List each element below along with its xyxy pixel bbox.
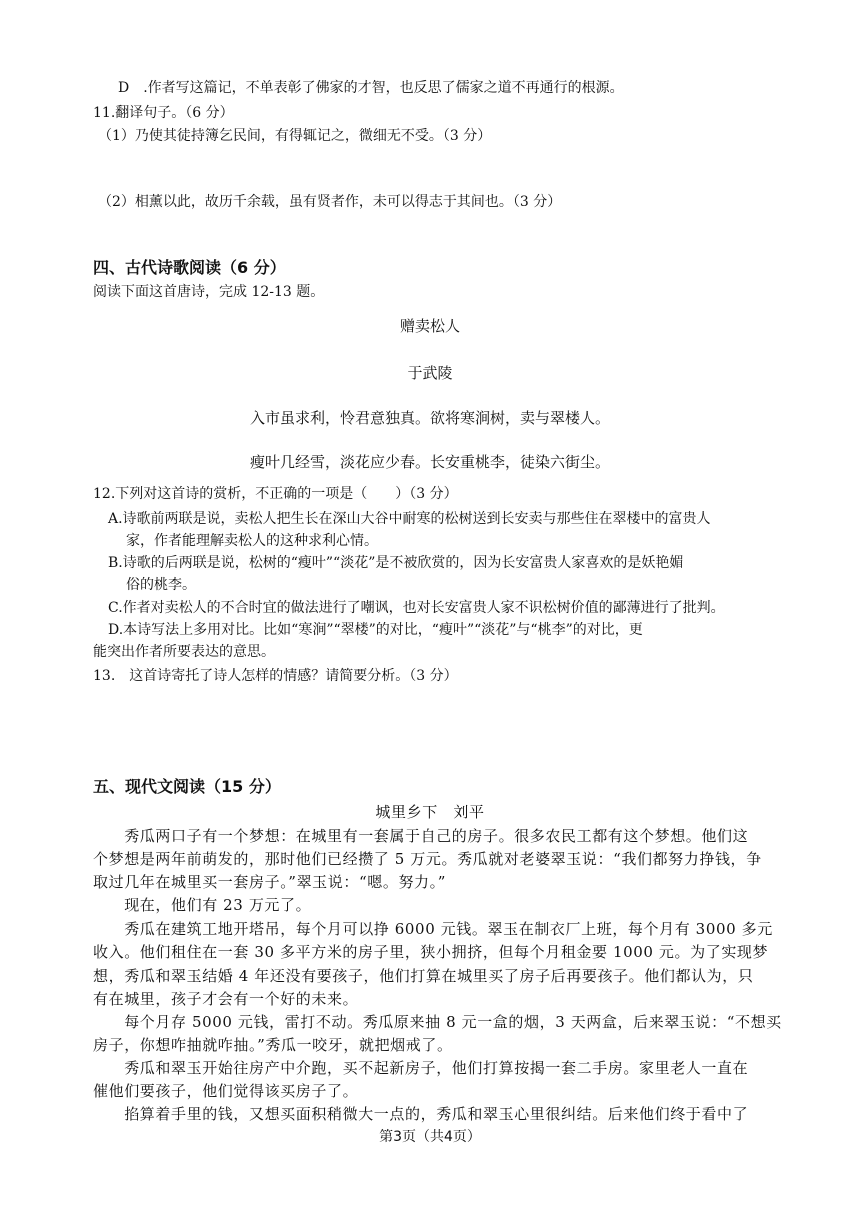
- story-paragraph-line: 想，秀瓜和翠玉结婚 4 年还没有要孩子，他们打算在城里买了房子后再要孩子。他们都认为，只: [93, 967, 754, 985]
- q12-option-d-line-2: 能突出作者所要表达的意思。: [93, 644, 275, 660]
- story-paragraph-line: 掐算着手里的钱，又想买面积稍微大一点的，秀瓜和翠玉心里很纠结。后来他们终于看中了: [93, 1105, 749, 1123]
- q12-option-a-line-1: A.诗歌前两联是说，卖松人把生长在深山大谷中耐寒的松树送到长安卖与那些住在翠楼中的富贵人: [108, 511, 711, 527]
- q10-option-d: D .作者写这篇记，不单表彰了佛家的才智，也反思了儒家之道不再通行的根源。: [118, 80, 624, 96]
- section-4-intro: 阅读下面这首唐诗，完成 12-13 题。: [93, 284, 325, 300]
- story-paragraph-line: 房子，你想咋抽就咋抽。”秀瓜一咬牙，就把烟戒了。: [93, 1036, 453, 1054]
- page-number: 第3页（共4页）: [379, 1129, 481, 1145]
- poem-author: 于武陵: [407, 364, 453, 382]
- poem-line-1: 入市虽求利，怜君意独真。欲将寒涧树，卖与翠楼人。: [249, 409, 610, 427]
- story-paragraph-line: 催他们要孩子，他们觉得该买房子了。: [93, 1082, 359, 1100]
- story-paragraph-line: 取过几年在城里买一套房子。”翠玉说：“嗯。努力。”: [93, 873, 447, 891]
- q12-stem: 12.下列对这首诗的赏析，不正确的一项是（ ）（3 分）: [93, 486, 458, 502]
- q11-item-1: （1）乃使其徒持簿乞民间，有得辄记之，微细无不受。（3 分）: [98, 128, 492, 144]
- poem-title: 赠卖松人: [399, 317, 460, 335]
- section-4-heading: 四、古代诗歌阅读（6 分）: [93, 258, 286, 277]
- story-paragraph-line: 个梦想是两年前萌发的，那时他们已经攒了 5 万元。秀瓜就对老婆翠玉说：“我们都努力挣钱，争: [93, 850, 762, 868]
- story-paragraph-line: 秀瓜两口子有一个梦想：在城里有一套属于自己的房子。很多农民工都有这个梦想。他们这: [93, 827, 749, 845]
- story-paragraph-line: 有在城里，孩子才会有一个好的未来。: [93, 990, 359, 1008]
- story-paragraph-line: 收入。他们租住在一套 30 多平方米的房子里，狭小拥挤，但每个月租金要 1000 元。为了实现梦: [93, 943, 769, 961]
- q12-option-b-line-2: 俗的桃李。: [126, 577, 196, 593]
- poem-line-2: 瘦叶几经雪，淡花应少春。长安重桃李，徒染六街尘。: [249, 453, 610, 471]
- q12-option-d-line-1: D.本诗写法上多用对比。比如“寒涧”“翠楼”的对比，“瘦叶”“淡花”与“桃李”的对比，更: [108, 622, 643, 638]
- story-paragraph-line: 每个月存 5000 元钱，雷打不动。秀瓜原来抽 8 元一盒的烟，3 天两盒，后来翠玉说：“不想买: [93, 1013, 782, 1031]
- q12-option-c: C.作者对卖松人的不合时宜的做法进行了嘲讽，也对长安富贵人家不识松树价值的鄙薄进行了批判。: [108, 600, 725, 616]
- q12-option-b-line-1: B.诗歌的后两联是说，松树的“瘦叶”“淡花”是不被欣赏的，因为长安富贵人家喜欢的是妖艳媚: [108, 555, 684, 571]
- q12-option-a-line-2: 家，作者能理解卖松人的这种求利心情。: [126, 533, 378, 549]
- story-title: 城里乡下 刘平: [375, 803, 485, 821]
- q13-stem: 13. 这首诗寄托了诗人怎样的情感？请简要分析。（3 分）: [93, 668, 458, 684]
- q11-item-2: （2）相薰以此，故历千余载，虽有贤者作，未可以得志于其间也。（3 分）: [98, 194, 562, 210]
- story-paragraph-line: 秀瓜和翠玉开始往房产中介跑，买不起新房子，他们打算按揭一套二手房。家里老人一直在: [93, 1059, 749, 1077]
- q11-title: 11.翻译句子。（6 分）: [93, 105, 234, 121]
- story-paragraph-line: 秀瓜在建筑工地开塔吊，每个月可以挣 6000 元钱。翠玉在制衣厂上班，每个月有 3000 多元: [93, 920, 773, 938]
- section-5-heading: 五、现代文阅读（15 分）: [93, 777, 281, 796]
- story-paragraph-line: 现在，他们有 23 万元了。: [93, 896, 312, 914]
